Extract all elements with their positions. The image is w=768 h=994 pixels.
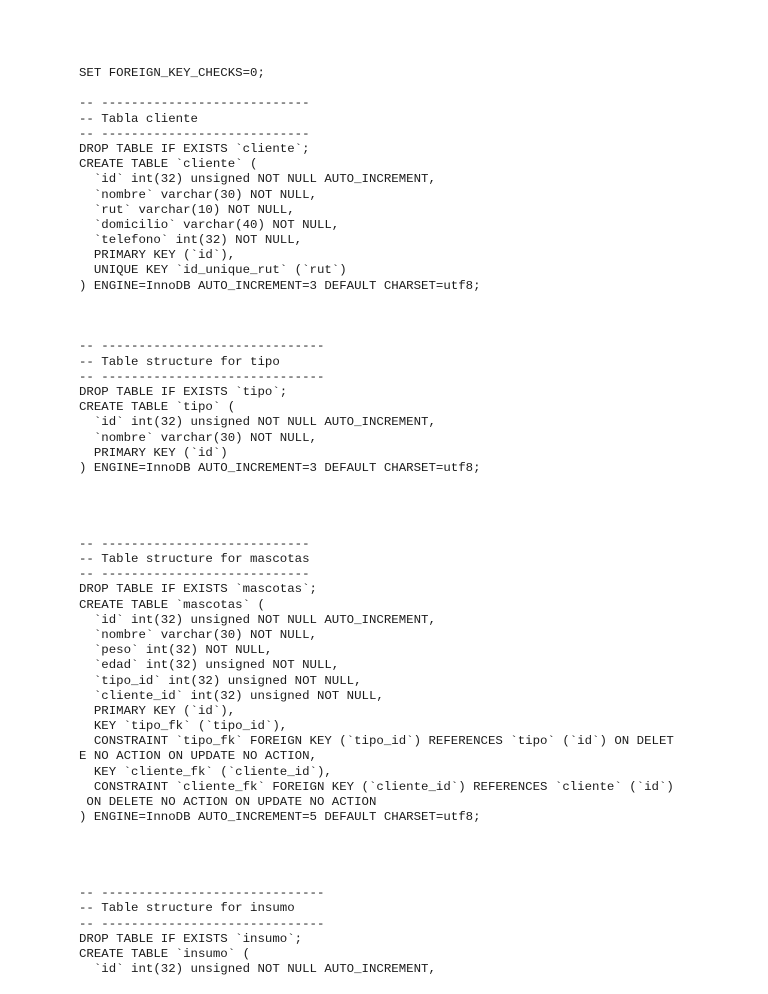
blank-line xyxy=(79,81,759,96)
code-line: CONSTRAINT `cliente_fk` FOREIGN KEY (`cliente_id`) REFERENCES `cliente` (`id`) xyxy=(79,779,674,794)
code-line: -- ---------------------------- xyxy=(79,96,310,111)
code-line: KEY `tipo_fk` (`tipo_id`), xyxy=(79,719,288,734)
code-line: PRIMARY KEY (`id`), xyxy=(79,248,236,263)
code-line: -- ------------------------------ xyxy=(79,916,325,931)
code-line: CREATE TABLE `cliente` ( xyxy=(79,157,258,172)
code-line: `edad` int(32) unsigned NOT NULL, xyxy=(79,658,340,673)
blank-line xyxy=(79,871,759,886)
blank-line xyxy=(79,522,759,537)
code-line: DROP TABLE IF EXISTS `tipo`; xyxy=(79,384,288,399)
code-line: E NO ACTION ON UPDATE NO ACTION, xyxy=(79,749,317,764)
code-line: SET FOREIGN_KEY_CHECKS=0; xyxy=(79,66,265,80)
code-line: ) ENGINE=InnoDB AUTO_INCREMENT=3 DEFAULT CHARSET=utf8; xyxy=(79,460,481,475)
blank-line xyxy=(79,856,759,871)
code-line: KEY `cliente_fk` (`cliente_id`), xyxy=(79,764,332,779)
code-line: PRIMARY KEY (`id`) xyxy=(79,445,228,460)
code-line: DROP TABLE IF EXISTS `mascotas`; xyxy=(79,582,317,597)
blank-line xyxy=(79,324,759,339)
code-line: CONSTRAINT `tipo_fk` FOREIGN KEY (`tipo_id`) REFERENCES `tipo` (`id`) ON DELET xyxy=(79,734,674,749)
code-line: ) ENGINE=InnoDB AUTO_INCREMENT=5 DEFAULT CHARSET=utf8; xyxy=(79,810,481,825)
code-line: DROP TABLE IF EXISTS `insumo`; xyxy=(79,931,303,946)
code-line: `nombre` varchar(30) NOT NULL, xyxy=(79,187,317,202)
code-line: `cliente_id` int(32) unsigned NOT NULL, xyxy=(79,688,384,703)
code-line: DROP TABLE IF EXISTS `cliente`; xyxy=(79,141,310,156)
code-line: ) ENGINE=InnoDB AUTO_INCREMENT=3 DEFAULT CHARSET=utf8; xyxy=(79,278,481,293)
code-line: PRIMARY KEY (`id`), xyxy=(79,703,236,718)
code-line: ON DELETE NO ACTION ON UPDATE NO ACTION xyxy=(79,795,377,809)
blank-line xyxy=(79,491,759,506)
code-line: `telefono` int(32) NOT NULL, xyxy=(79,233,303,248)
code-line: -- ---------------------------- xyxy=(79,126,310,141)
code-line: `rut` varchar(10) NOT NULL, xyxy=(79,202,295,217)
blank-line xyxy=(79,309,759,324)
code-line: -- ---------------------------- xyxy=(79,536,310,551)
code-line: -- Tabla cliente xyxy=(79,111,198,126)
code-line: `id` int(32) unsigned NOT NULL AUTO_INCREMENT, xyxy=(79,172,436,187)
code-line: -- ---------------------------- xyxy=(79,567,310,582)
blank-line xyxy=(79,825,759,840)
blank-line xyxy=(79,506,759,521)
blank-line xyxy=(79,476,759,491)
code-line: -- Table structure for mascotas xyxy=(79,552,310,566)
code-line: `id` int(32) unsigned NOT NULL AUTO_INCREMENT, xyxy=(79,612,436,627)
code-line: UNIQUE KEY `id_unique_rut` (`rut`) xyxy=(79,263,347,278)
code-line: CREATE TABLE `insumo` ( xyxy=(79,946,251,961)
sql-document xyxy=(79,66,759,977)
code-line: -- ------------------------------ xyxy=(79,369,325,384)
code-line: `nombre` varchar(30) NOT NULL, xyxy=(79,430,317,445)
code-line: `tipo_id` int(32) unsigned NOT NULL, xyxy=(79,673,362,688)
blank-line xyxy=(79,294,759,309)
code-line: `domicilio` varchar(40) NOT NULL, xyxy=(79,217,340,232)
code-line: -- Table structure for tipo xyxy=(79,354,280,369)
code-line: `peso` int(32) NOT NULL, xyxy=(79,643,273,658)
code-line: `id` int(32) unsigned NOT NULL AUTO_INCREMENT, xyxy=(79,415,436,430)
code-line: `nombre` varchar(30) NOT NULL, xyxy=(79,627,317,642)
code-line: `id` int(32) unsigned NOT NULL AUTO_INCREMENT, xyxy=(79,962,436,977)
code-line: CREATE TABLE `mascotas` ( xyxy=(79,597,265,612)
code-line: -- ------------------------------ xyxy=(79,886,325,901)
blank-line xyxy=(79,841,759,856)
code-line: -- ------------------------------ xyxy=(79,339,325,354)
code-line: -- Table structure for insumo xyxy=(79,901,295,916)
code-line: CREATE TABLE `tipo` ( xyxy=(79,400,236,415)
